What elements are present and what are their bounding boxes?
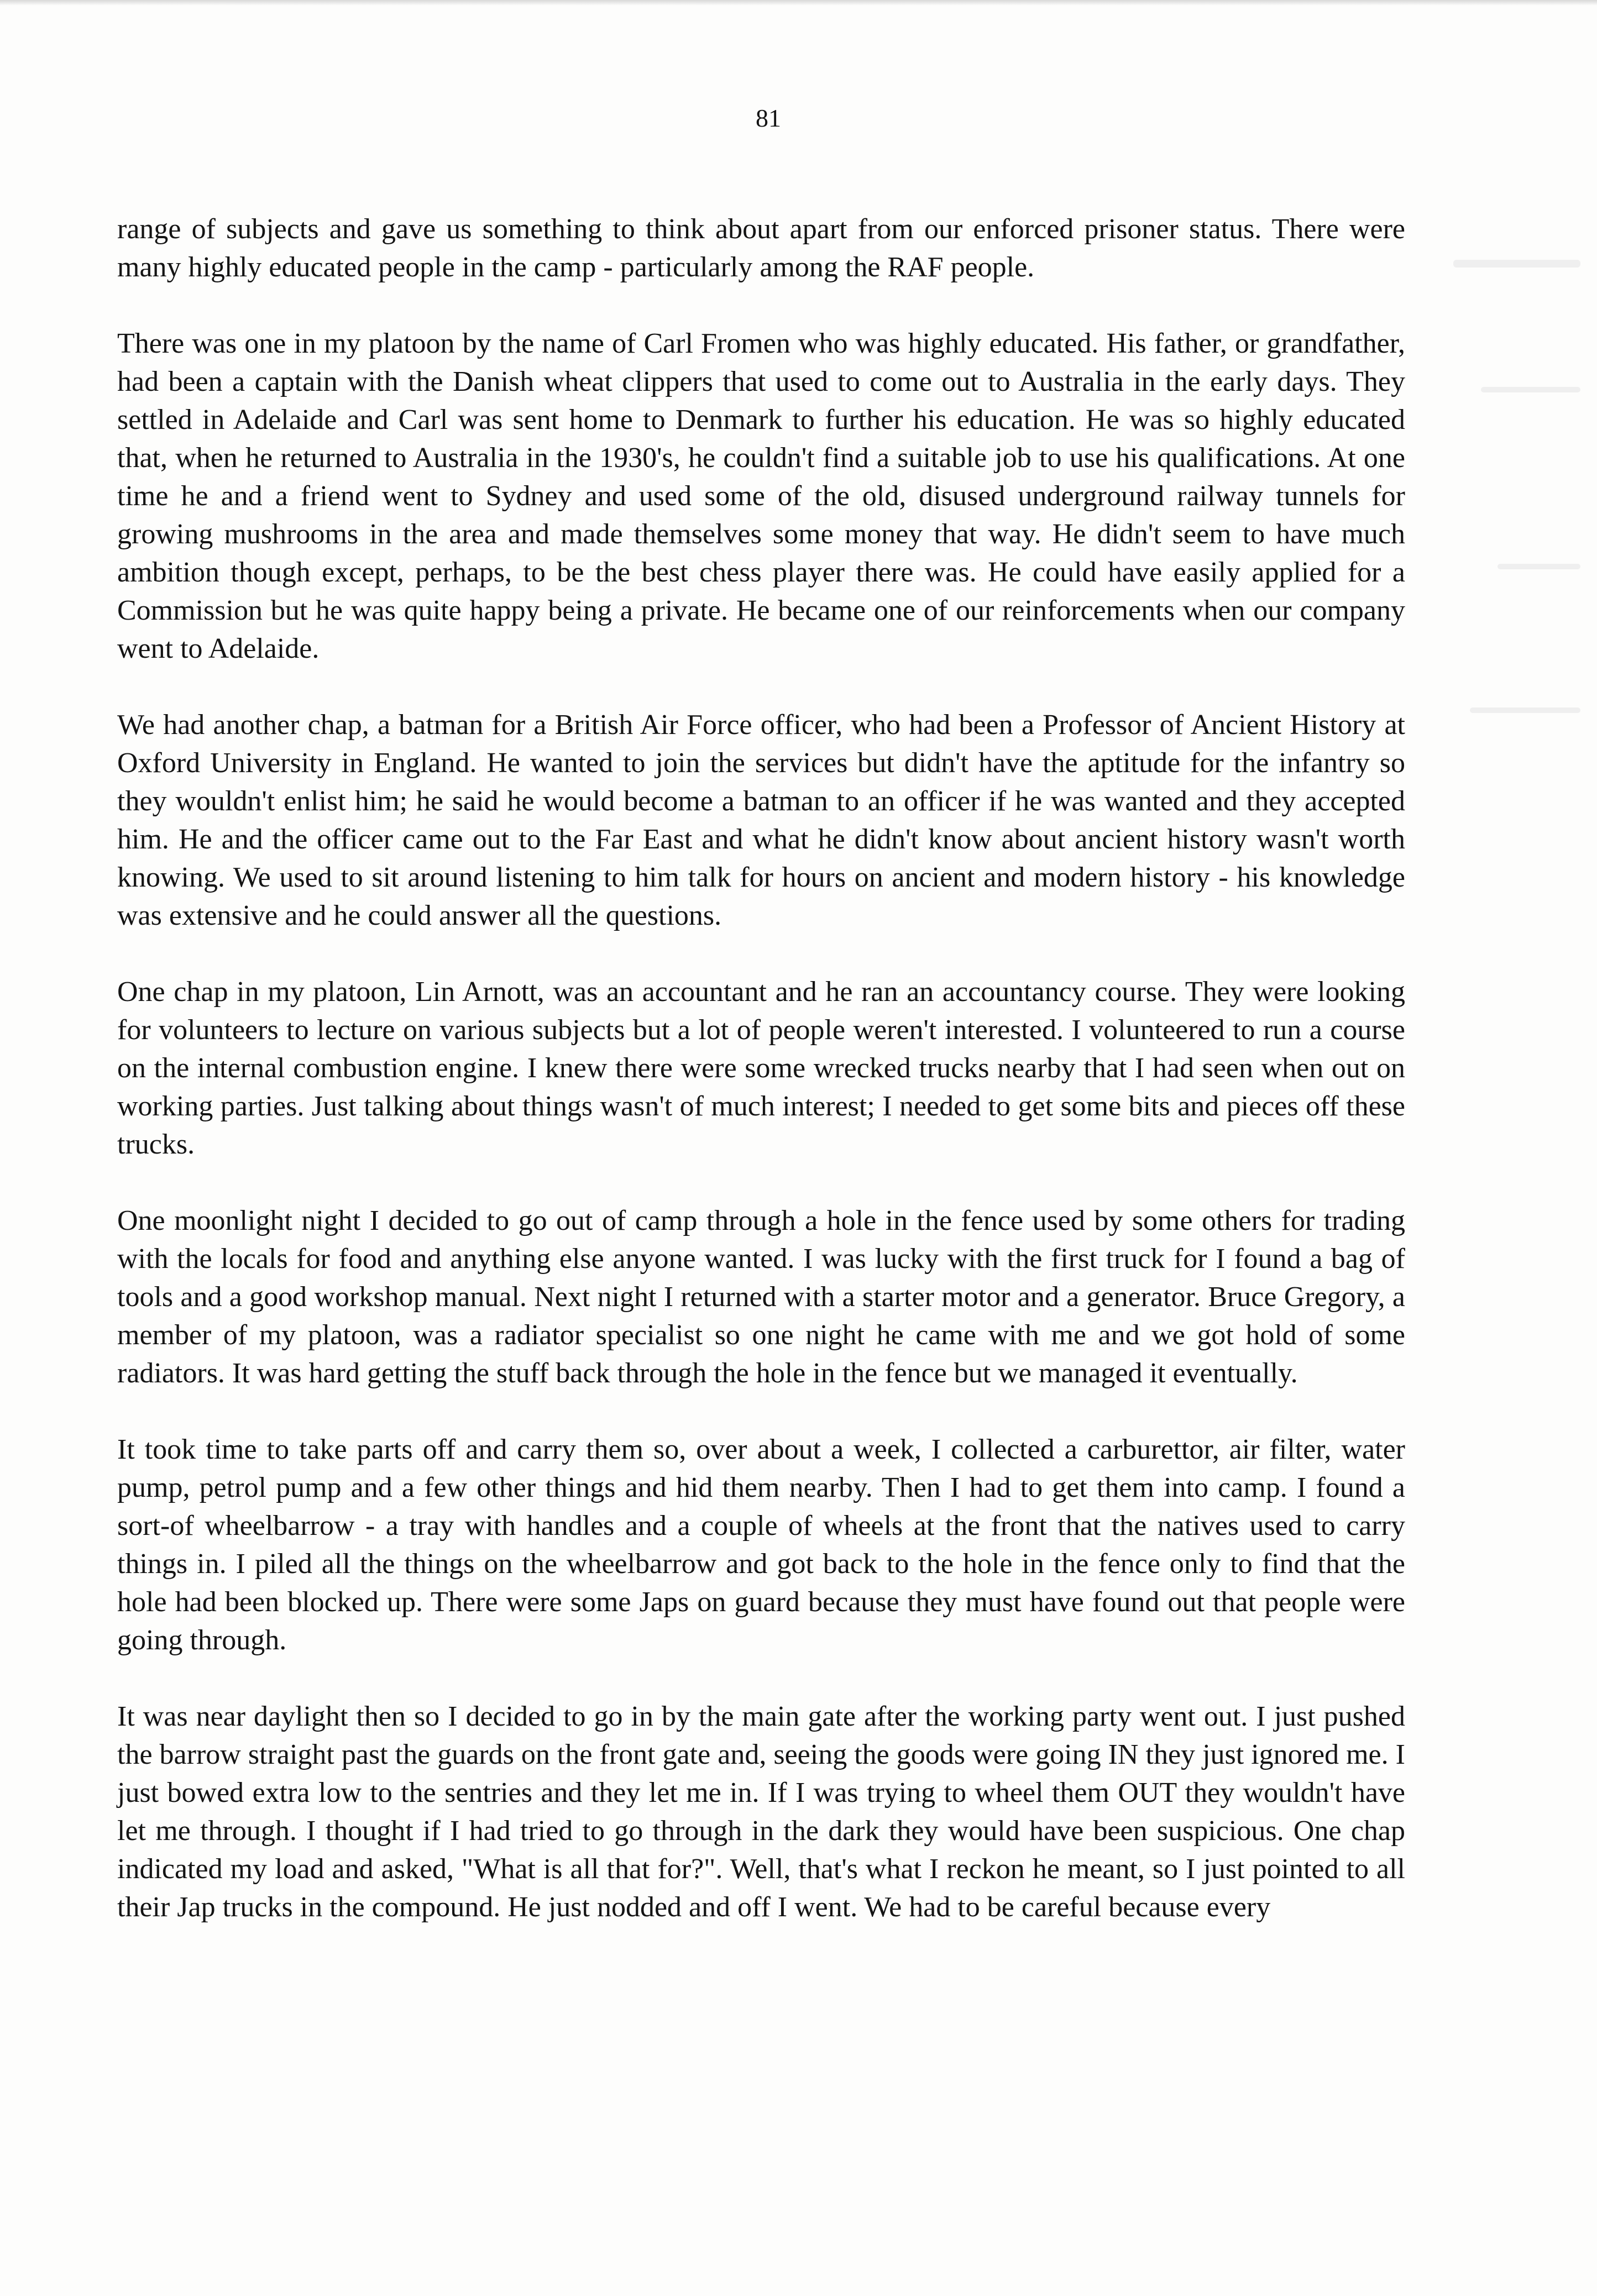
paragraph: It was near daylight then so I decided to go in by the main gate after the working party went out. I just pushed the barrow straight past the guards on the front gate and, seeing the goods were going IN they just ignored me. I just bowed extra low to the sentries and they let me in. If I was trying to wheel them OUT they wouldn't have let me through. I thought if I had tried to go through in the dark they would have been suspicious. One chap indicated my load and asked, "What is all that for?". Well, that's what I reckon he meant, so I just pointed to all their Jap trucks in the compound. He just nodded and off I went. We had to be careful because every [117, 1701, 1405, 1923]
bleed-through-mark [1481, 387, 1580, 392]
paragraph: One chap in my platoon, Lin Arnott, was an accountant and he ran an accountancy course. They were looking for volunteers to lecture on various subjects but a lot of people weren't interested. I volunteered to run a course on the internal combustion engine. I knew there were some wrecked trucks nearby that I had seen when out on working parties. Just talking about things wasn't of much interest; I needed to get some bits and pieces off these trucks. [117, 976, 1405, 1160]
scan-top-edge [0, 0, 1597, 6]
bleed-through-mark [1453, 260, 1580, 268]
paragraph: It took time to take parts off and carry them so, over about a week, I collected a carburettor, air filter, water pump, petrol pump and a few other things and hid them nearby. Then I had to get them into camp. I found a sort-of wheelbarrow - a tray with handles and a couple of wheels at the front that the natives used to carry things in. I piled all the things on the wheelbarrow and got back to the hole in the fence only to find that the hole had been blocked up. There were some Japs on guard because they must have found out that people were going through. [117, 1434, 1405, 1656]
paragraph: One moonlight night I decided to go out of camp through a hole in the fence used by some others for trading with the locals for food and anything else anyone wanted. I was lucky with the first truck for I found a bag of tools and a good workshop manual. Next night I returned with a starter motor and a generator. Bruce Gregory, a member of my platoon, was a radiator specialist so one night he came with me and we got hold of some radiators. It was hard getting the stuff back through the hole in the fence but we managed it eventually. [117, 1205, 1405, 1389]
bleed-through-mark [1470, 707, 1580, 713]
page-number: 81 [756, 104, 781, 132]
paragraph: There was one in my platoon by the name of Carl Fromen who was highly educated. His father, or grandfather, had been a captain with the Danish wheat clippers that used to come out to Australia in the early days. They settled in Adelaide and Carl was sent home to Denmark to further his education. He was so highly educated that, when he returned to Australia in the 1930's, he couldn't find a suitable job to use his qualifications. At one time he and a friend went to Sydney and used some of the old, disused underground railway tunnels for growing mushrooms in the area and made themselves some money that way. He didn't seem to have much ambition though except, perhaps, to be the best chess player there was. He could have easily applied for a Commission but he was quite happy being a private. He became one of our reinforcements when our company went to Adelaide. [117, 328, 1405, 664]
body-text [117, 210, 1405, 1964]
paragraph: range of subjects and gave us something to think about apart from our enforced prisoner status. There were many highly educated people in the camp - particularly among the RAF people. [117, 213, 1405, 283]
paragraph: We had another chap, a batman for a British Air Force officer, who had been a Professor of Ancient History at Oxford University in England. He wanted to join the services but didn't have the aptitude for the infantry so they wouldn't enlist him; he said he would become a batman to an officer if he was wanted and they accepted him. He and the officer came out to the Far East and what he didn't know about ancient history wasn't worth knowing. We used to sit around listening to him talk for hours on ancient and modern history - his knowledge was extensive and he could answer all the questions. [117, 709, 1405, 931]
bleed-through-mark [1497, 564, 1580, 569]
